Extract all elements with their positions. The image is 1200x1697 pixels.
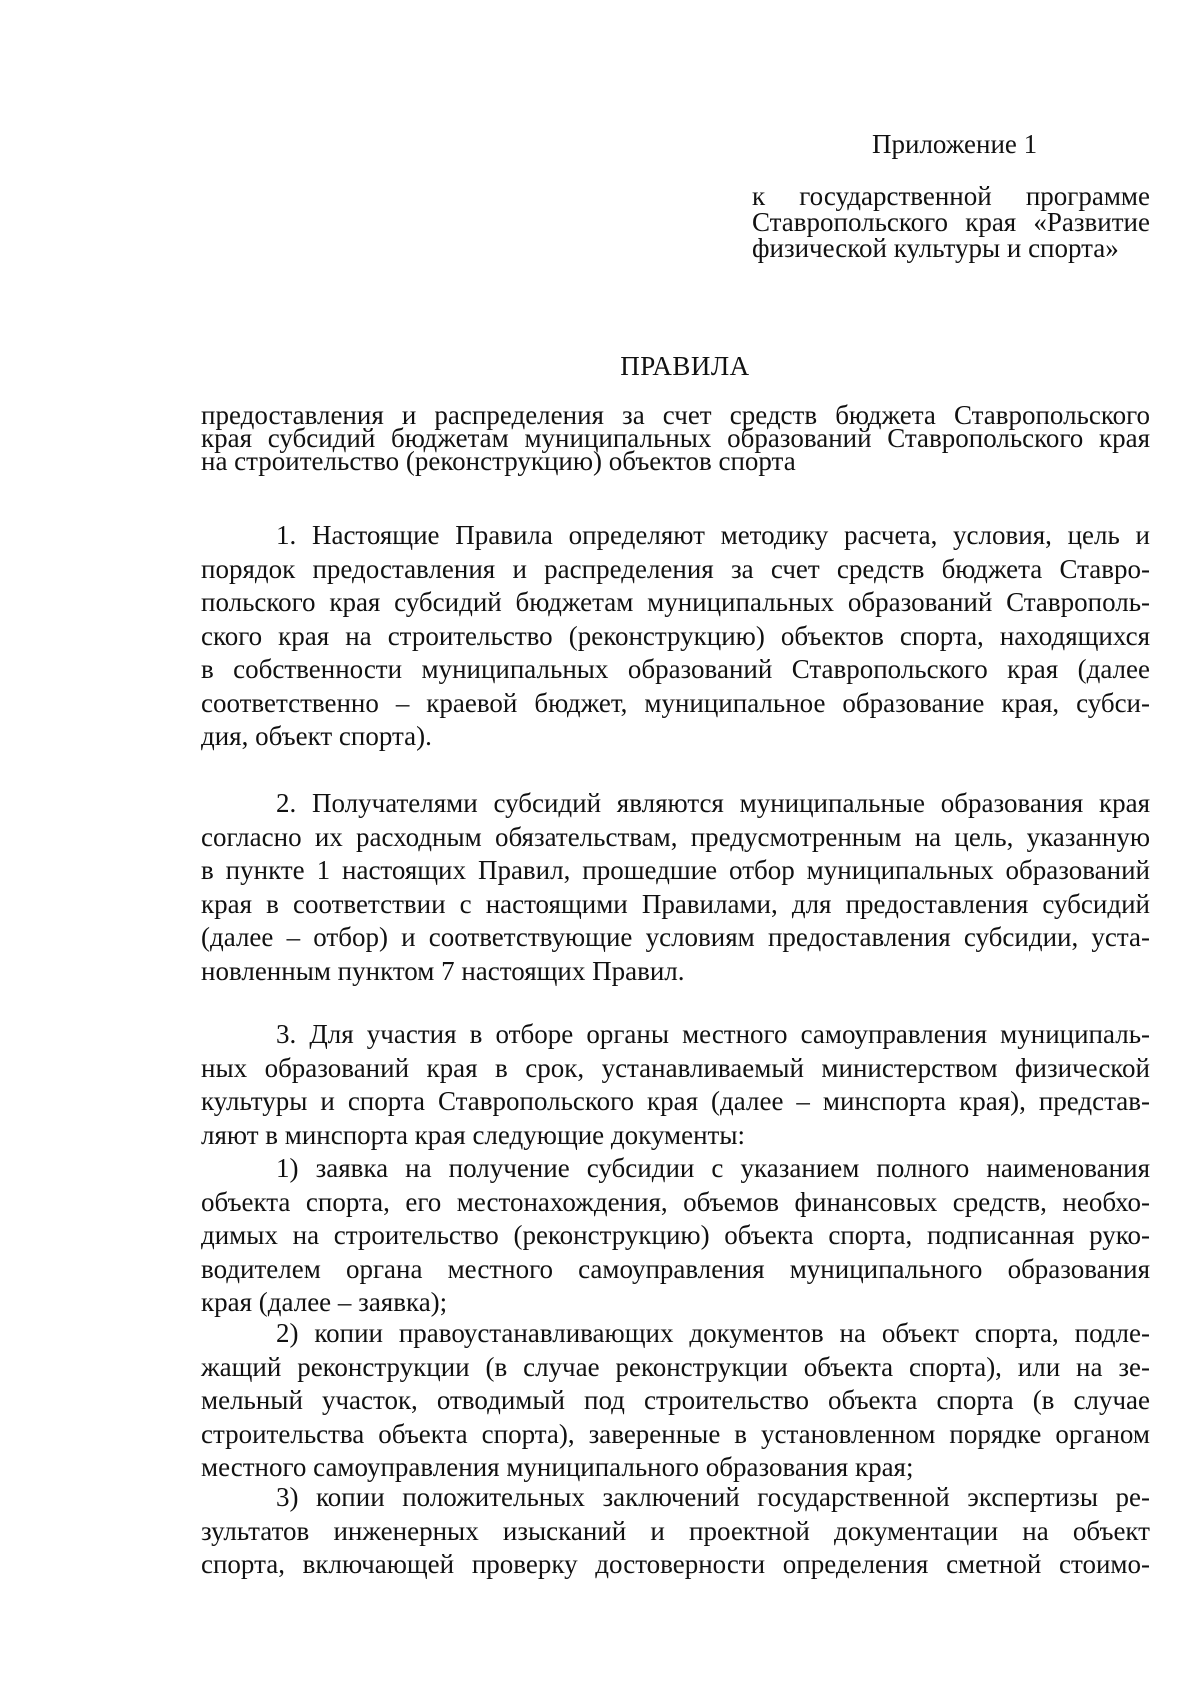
paragraph-line: новленным пунктом 7 настоящих Правил. xyxy=(201,955,685,986)
paragraph-line: (далее – отбор) и соответствующие условиям предоставления субсидии, уста- xyxy=(201,922,1150,952)
paragraph-line: в пункте 1 настоящих Правил, прошедшие отбор муниципальных образований xyxy=(201,855,1150,885)
paragraph-line: 3) копии положительных заключений государственной экспертизы ре- xyxy=(276,1482,1150,1512)
paragraph-line: ных образований края в срок, устанавливаемый министерством физической xyxy=(201,1052,1150,1083)
paragraph-line: порядок предоставления и распределения за счет средств бюджета Ставро- xyxy=(201,553,1150,584)
paragraph-line: 2. Получателями субсидий являются муниципальные образования края xyxy=(276,788,1150,818)
appendix-reference-line: Ставропольского края «Развитие xyxy=(752,207,1150,237)
paragraph-line: мельный участок, отводимый под строительство объекта спорта (в случае xyxy=(201,1385,1150,1415)
paragraph-line: 1) заявка на получение субсидии с указанием полного наименования xyxy=(276,1153,1150,1183)
paragraph-line: местного самоуправления муниципального образования края; xyxy=(201,1452,914,1482)
paragraph-line: края в соответствии с настоящими Правилами, для предоставления субсидий xyxy=(201,888,1150,919)
appendix-reference-line: к государственной программе xyxy=(752,181,1150,211)
document-subtitle xyxy=(201,400,1150,476)
appendix-label: Приложение 1 xyxy=(872,129,1038,159)
paragraph-1 xyxy=(201,519,1150,754)
paragraph-line: в собственности муниципальных образований Ставропольского края (далее xyxy=(201,654,1150,684)
paragraph-2 xyxy=(201,787,1150,988)
paragraph-line: ляют в минспорта края следующие документы: xyxy=(201,1119,745,1150)
appendix-reference-line: физической культуры и спорта» xyxy=(752,233,1119,263)
paragraph-line: культуры и спорта Ставропольского края (далее – минспорта края), представ- xyxy=(201,1086,1150,1116)
document-title: ПРАВИЛА xyxy=(620,351,750,381)
paragraph-line: 2) копии правоустанавливающих документов на объект спорта, подле- xyxy=(276,1318,1150,1348)
paragraph-line: 3. Для участия в отборе органы местного самоуправления муниципаль- xyxy=(276,1019,1150,1049)
paragraph-line: объекта спорта, его местонахождения, объемов финансовых средств, необхо- xyxy=(201,1186,1150,1217)
paragraph-line: ского края на строительство (реконструкцию) объектов спорта, находящихся xyxy=(201,620,1150,651)
paragraph-line: водителем органа местного самоуправления муниципального образования xyxy=(201,1253,1150,1284)
paragraph-line: согласно их расходным обязательствам, предусмотренным на цель, указанную xyxy=(201,821,1150,852)
list-item-3 xyxy=(201,1481,1150,1582)
subtitle-line: предоставления и распределения за счет средств бюджета Ставропольского xyxy=(201,400,1150,430)
list-item-1 xyxy=(201,1152,1150,1320)
appendix-reference xyxy=(752,183,1150,261)
paragraph-line: 1. Настоящие Правила определяют методику расчета, условия, цель и xyxy=(276,520,1150,550)
subtitle-line: на строительство (реконструкцию) объектов спорта xyxy=(201,446,796,476)
paragraph-line: зультатов инженерных изысканий и проектной документации на объект xyxy=(201,1515,1150,1546)
list-item-2 xyxy=(201,1317,1150,1485)
paragraph-line: края (далее – заявка); xyxy=(201,1287,448,1317)
paragraph-line: димых на строительство (реконструкцию) объекта спорта, подписанная руко- xyxy=(201,1220,1150,1250)
paragraph-line: соответственно – краевой бюджет, муниципальное образование края, субси- xyxy=(201,687,1150,718)
paragraph-3 xyxy=(201,1018,1150,1152)
subtitle-line: края субсидий бюджетам муниципальных образований Ставропольского края xyxy=(201,423,1150,453)
paragraph-line: польского края субсидий бюджетам муниципальных образований Ставрополь- xyxy=(201,587,1150,617)
paragraph-line: спорта, включающей проверку достоверности определения сметной стоимо- xyxy=(201,1549,1150,1579)
paragraph-line: дия, объект спорта). xyxy=(201,721,432,751)
paragraph-line: жащий реконструкции (в случае реконструкции объекта спорта), или на зе- xyxy=(201,1351,1150,1382)
paragraph-line: строительства объекта спорта), заверенные в установленном порядке органом xyxy=(201,1418,1150,1449)
